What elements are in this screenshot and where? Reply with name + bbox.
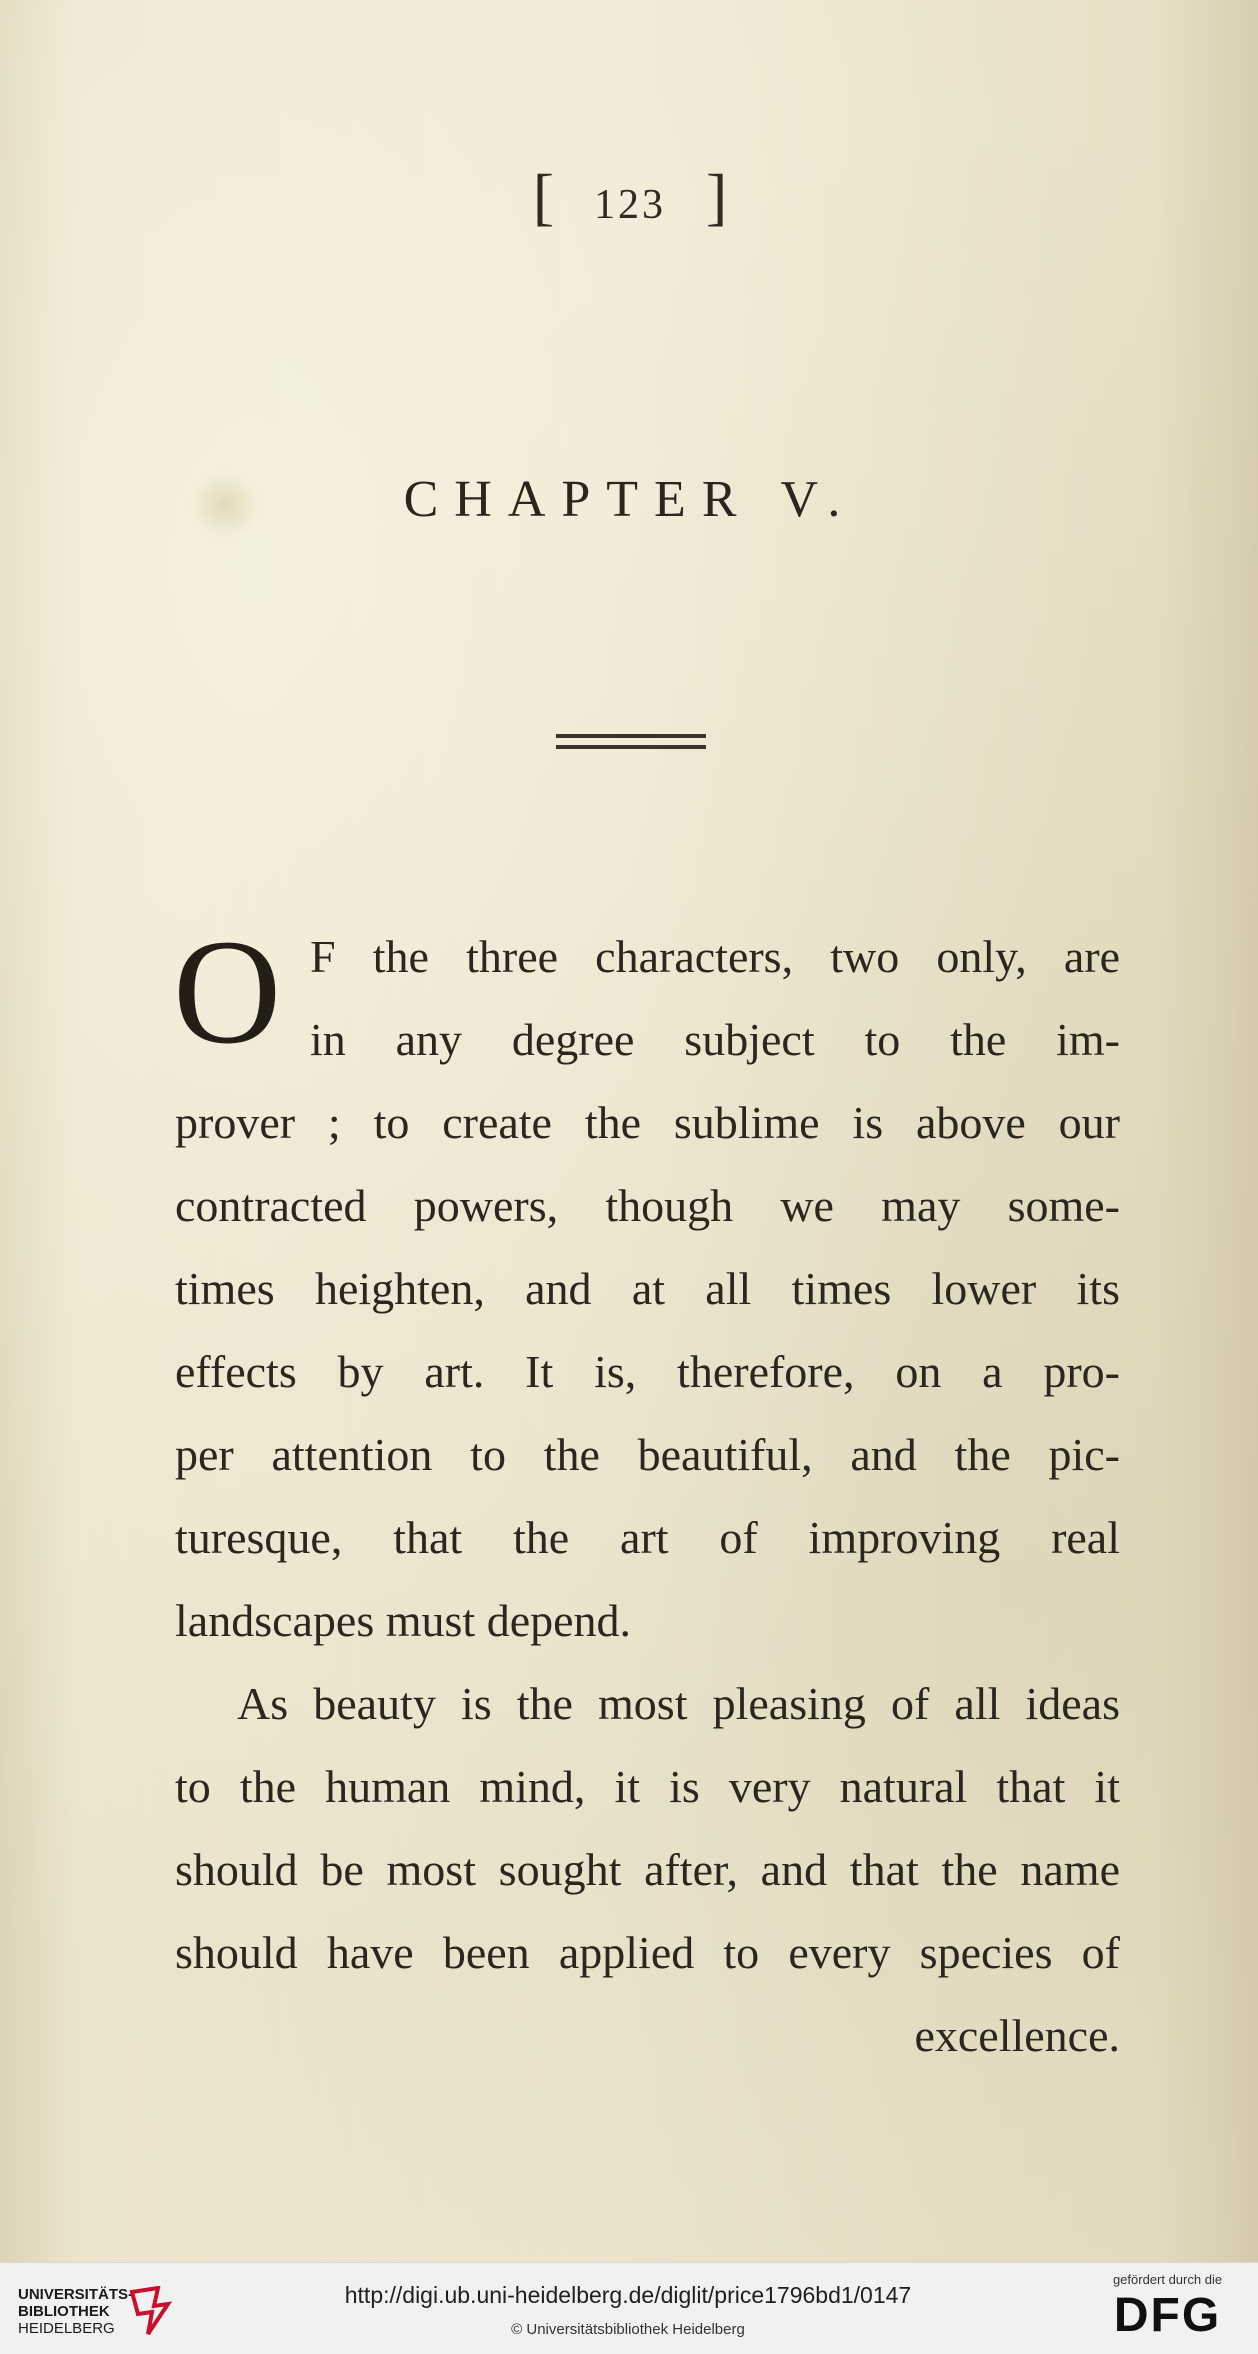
dfg-logo: DFG [1113,2289,1222,2342]
close-bracket: ] [706,161,728,232]
open-bracket: [ [532,161,554,232]
library-name-line2: BIBLIOTHEK [18,2303,110,2320]
text-line: in any degree subject to the im- [310,1014,1120,1065]
text-line: prover ; to create the sublime is above our [175,1097,1120,1148]
copyright-text: © Universitätsbibliothek Heidelberg [511,2321,745,2338]
library-name-line1: UNIVERSITÄTS- [18,2286,134,2303]
text-line: As beauty is the most pleasing of all ideas [237,1678,1120,1729]
double-rule-bottom [556,745,706,749]
text-line: should have been applied to every species of [175,1927,1120,1978]
double-rule-top [556,734,706,738]
paper-stain [190,470,260,540]
text-line: per attention to the beautiful, and the pic- [175,1429,1120,1480]
library-logo-text [18,2286,133,2337]
permalink-url[interactable]: http://digi.ub.uni-heidelberg.de/diglit/price1796bd1/0147 [344,2282,912,2308]
page-number-value: 123 [594,182,666,228]
page-number [490,160,770,234]
body-text [173,909,1120,2077]
text-line: F the three characters, two only, are [310,931,1120,982]
funding-label: gefördert durch die [1112,2272,1223,2287]
text-line: turesque, that the art of improving real [175,1512,1120,1563]
dropcap-letter: O [173,909,282,1075]
library-logo-icon [128,2286,174,2341]
chapter-title: CHAPTER V. [403,471,857,528]
text-line: times heighten, and at all times lower its [175,1263,1120,1314]
library-name-line3: HEIDELBERG [18,2320,115,2337]
text-line: landscapes must depend. [175,1595,632,1646]
text-line: to the human mind, it is very natural that it [175,1761,1120,1812]
text-line: should be most sought after, and that the name [175,1844,1120,1895]
text-line: contracted powers, though we may some- [175,1180,1120,1231]
catchword-line: excellence. [914,2010,1120,2061]
footer-bar [0,2262,1258,2354]
text-line: effects by art. It is, therefore, on a pro- [175,1346,1120,1397]
